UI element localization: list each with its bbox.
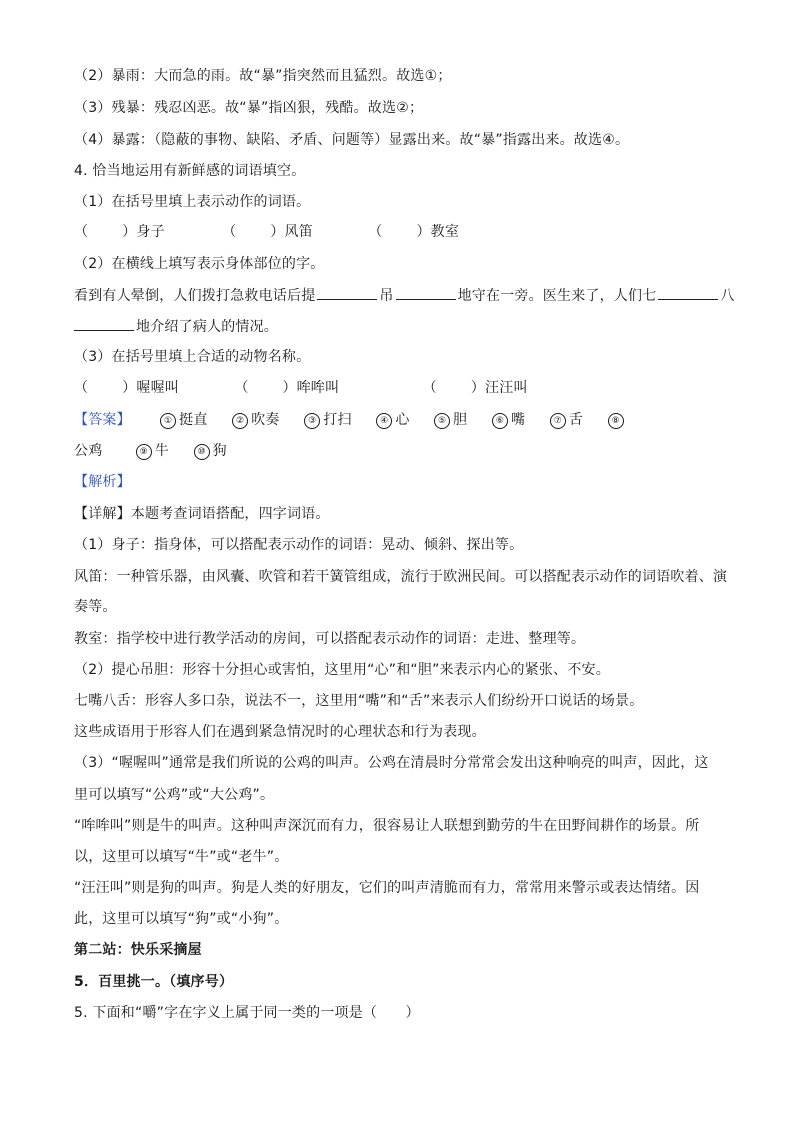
answer-item: ⑩ 狗 [194, 441, 227, 461]
question-5-stem: 5. 下面和“嚼”字在字义上属于同一类的一项是（ ） [74, 1005, 420, 1021]
fill-blank [658, 285, 718, 300]
text-line: 【详解】本题考查词语搭配，四字词语。 [74, 506, 330, 522]
text-line: 里可以填写“公鸡”或“大公鸡”。 [74, 787, 275, 803]
text-line: 这些成语用于形容人们在遇到紧急情况时的心理状态和行为表现。 [74, 724, 486, 740]
answer-item: ③ 打扫 [304, 410, 351, 430]
answer-item: ⑨ 牛 [136, 441, 169, 461]
text-line: （1）在括号里填上表示动作的词语。 [74, 194, 311, 210]
text-line: “汪汪叫”则是狗的叫声。狗是人类的好朋友，它们的叫声清脆而有力，常常用来警示或表达情绪。因 [74, 880, 700, 896]
answer-item: ① 挺直 [160, 410, 207, 430]
answer-item: ④ 心 [376, 410, 409, 430]
question-4-1-blanks: （ ）身子 （ ）风笛 （ ）教室 [74, 224, 460, 240]
text-line: （3）“喔喔叫”通常是我们所说的公鸡的叫声。公鸡在清晨时分常常会发出这种响亮的叫声，因此，这 [74, 755, 709, 771]
answer-item: ② 吹奏 [232, 410, 279, 430]
answer-line [74, 410, 627, 430]
text-line: 风笛：一种管乐器，由风囊、吹管和若干簧管组成，流行于欧洲民间。可以搭配表示动作的词语吹着、演 [74, 569, 728, 585]
fill-blank [74, 316, 134, 331]
analysis-label: 【解析】 [74, 474, 131, 490]
answer-item: ⑥ 嘴 [492, 410, 525, 430]
fill-blank [396, 285, 456, 300]
text-line: （4）暴露：（隐蔽的事物、缺陷、矛盾、问题等）显露出来。故“暴”指露出来。故选④。 [74, 132, 630, 148]
question-4-title: 4. 恰当地运用有新鲜感的词语填空。 [74, 163, 306, 179]
text-line: （3）在括号里填上合适的动物名称。 [74, 349, 311, 365]
answer-label: 【答案】 [74, 412, 131, 428]
answer-item: ⑦ 舌 [550, 410, 583, 430]
text-line: “哞哞叫”则是牛的叫声。这种叫声深沉而有力，很容易让人联想到勤劳的牛在田野间耕作的场景。所 [74, 818, 700, 834]
fill-blank [317, 285, 377, 300]
question-4-2-sentence-cont: 地介绍了病人的情况。 [74, 316, 278, 337]
question-5-heading: 5．百里挑一。（填序号） [74, 974, 234, 990]
text-line: 七嘴八舌：形容人多口杂，说法不一，这里用“嘴”和“舌”来表示人们纷纷开口说话的场景。 [74, 693, 644, 709]
answer-item: ⑤ 胆 [434, 410, 467, 430]
text-line: 教室：指学校中进行教学活动的房间，可以搭配表示动作的词语：走进、整理等。 [74, 631, 586, 647]
section-heading: 第二站：快乐采摘屋 [74, 942, 202, 958]
text-line: （2）暴雨：大而急的雨。故“暴”指突然而且猛烈。故选①； [74, 68, 452, 84]
text-line: （3）残暴：残忍凶恶。故“暴”指凶狠，残酷。故选②； [74, 100, 424, 116]
text-line: 以，这里可以填写“牛”或“老牛”。 [74, 849, 289, 865]
question-4-2-sentence: 看到有人晕倒，人们拨打急救电话后提 吊 地守在一旁。医生来了，人们七 八 [74, 285, 735, 306]
text-line: 此，这里可以填写“狗”或“小狗”。 [74, 911, 289, 927]
text-line: （1）身子：指身体，可以搭配表示动作的词语：晃动、倾斜、探出等。 [74, 537, 524, 553]
answer-line-cont: 公鸡 ⑨ 牛 ⑩ 狗 [74, 443, 227, 459]
question-4-3-blanks: （ ）喔喔叫 （ ）哞哞叫 （ ）汪汪叫 [74, 380, 528, 396]
answer-item: ⑧ [608, 410, 627, 430]
text-line: 奏等。 [74, 599, 117, 615]
text-line: （2）在横线上填写表示身体部位的字。 [74, 256, 325, 272]
text-line: （2）提心吊胆：形容十分担心或害怕，这里用“心”和“胆”来表示内心的紧张、不安。 [74, 662, 610, 678]
